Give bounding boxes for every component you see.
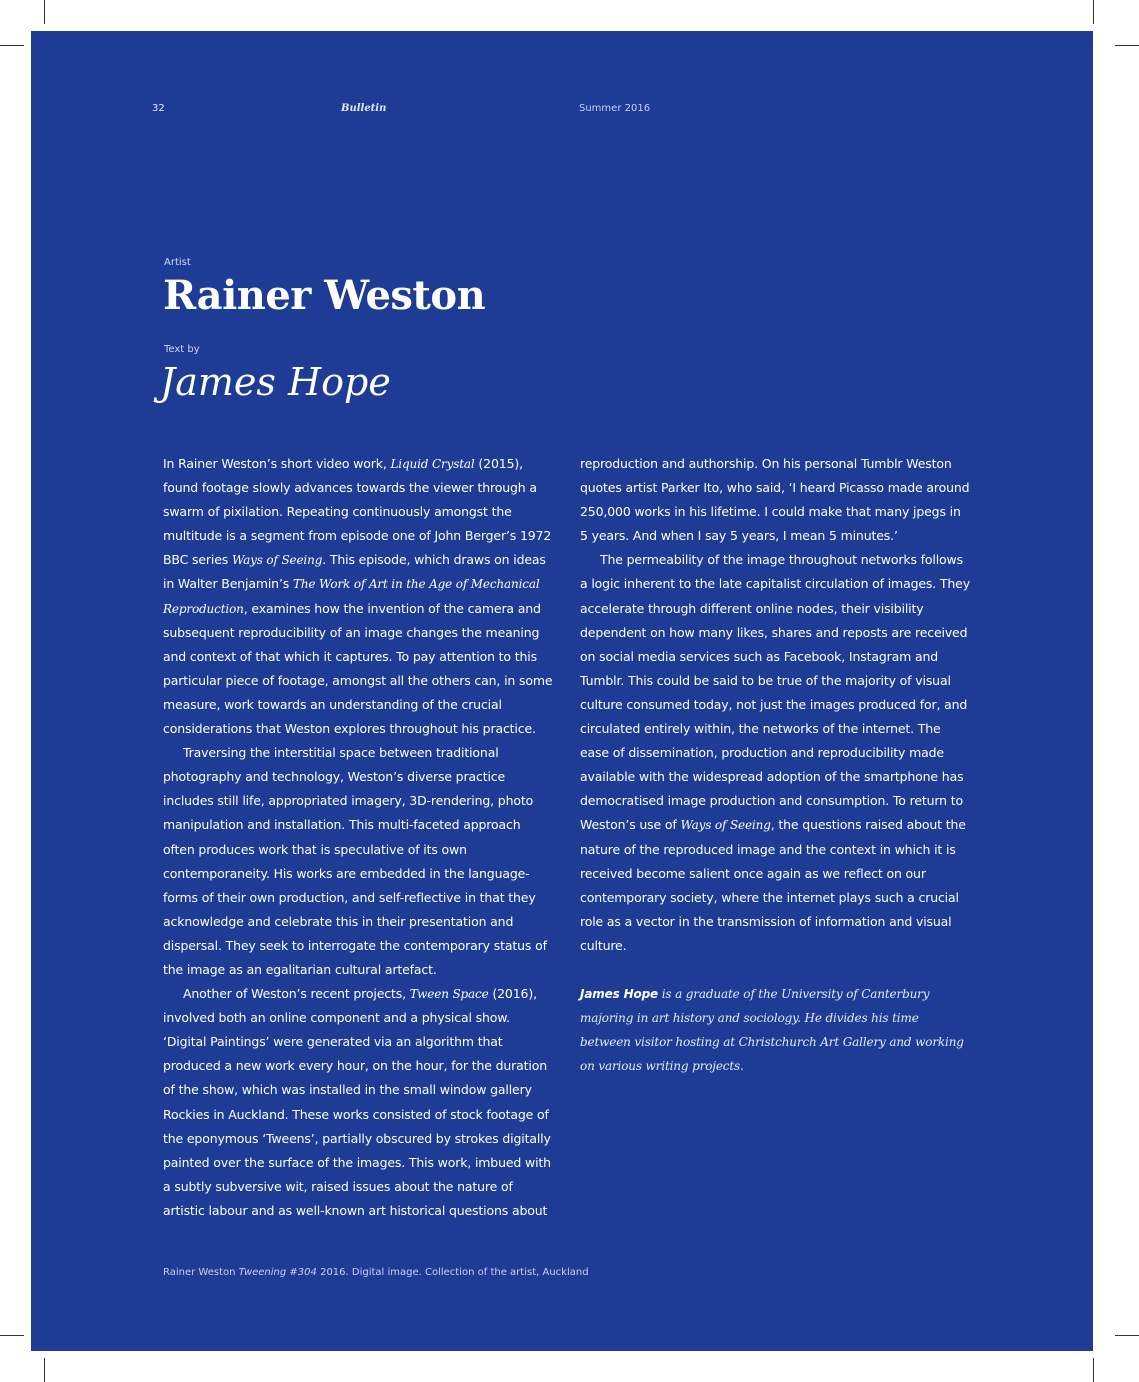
image-caption: Rainer Weston Tweening #304 2016. Digital image. Collection of the artist, Auckland [163,1267,589,1278]
right-column [580,452,972,1078]
body-paragraph: The permeability of the image throughout networks follows a logic inherent to the late capitalist circulation of images. They accelerate through different online nodes, their visibility dependent on how many likes, shares and reposts are received on social media services such as Facebook, Instagram and Tumblr. This could be said to be true of the majority of visual culture consumed today, not just the images produced for, and circulated entirely within, the networks of the internet. The ease of dissemination, production and reproducibility made available with the widespread adoption of the smartphone has democratised image production and consumption. To return to Weston’s use of Ways of Seeing, the questions raised about the nature of the reproduced image and the context in which it is received become salient once again as we reflect on our contemporary society, where the internet plays such a crucial role as a vector in the transmission of information and visual culture. [580,552,970,953]
work-title: The Work of Art in the Age of Mechanical Reproduction [163,577,540,616]
crop-mark [44,0,45,24]
body-paragraph: In Rainer Weston’s short video work, Liquid Crystal (2015), found footage slowly advances towards the viewer through a swarm of pixilation. Repeating continuously amongst the multitude is a segment from episode one of John Berger’s 1972 BBC series Ways of Seeing. This episode, which draws on ideas in Walter Benjamin’s The Work of Art in the Age of Mechanical Reproduction, examines how the invention of the camera and subsequent reproducibility of an image changes the meaning and context of that which it captures. To pay attention to this particular piece of footage, amongst all the others can, in some measure, work towards an understanding of the crucial considerations that Weston explores throughout his practice. [163,456,553,737]
artist-label: Artist [164,257,191,268]
work-title: Ways of Seeing [680,818,771,833]
crop-mark [44,1358,45,1382]
bio-name: James Hope [580,987,659,1002]
issue-date: Summer 2016 [579,103,651,114]
body-paragraph: Another of Weston’s recent projects, Tween Space (2016), involved both an online component and a physical show. ‘Digital Paintings’ were generated via an algorithm that produced a new work every hour, on the hour, for the duration of the show, which was installed in the small window gallery Rockies in Auckland. These works consisted of stock footage of the eponymous ‘Tweens’, partially obscured by strokes digitally painted over the surface of the images. This work, imbued with a subtly subversive wit, raised issues about the nature of artistic labour and as well-known art historical questions about [163,986,551,1218]
work-title: Tween Space [409,987,489,1002]
crop-mark [0,45,24,46]
left-column [163,452,555,1223]
publication-name: Bulletin [341,103,387,114]
author-name: James Hope [160,360,391,404]
crop-mark [1093,1358,1094,1382]
page-number: 32 [152,103,165,114]
work-title: Liquid Crystal [390,457,475,471]
body-paragraph: reproduction and authorship. On his personal Tumblr Weston quotes artist Parker Ito, who said, ‘I heard Picasso made around 250,000 works in his lifetime. I could make that many jpegs in 5 years. And when I say 5 years, I mean 5 minutes.’ [580,456,970,544]
work-title: Ways of Seeing [231,553,323,568]
author-bio: James Hope is a graduate of the University of Canterbury majoring in art history and sociology. He divides his time between visitor hosting at Christchurch Art Gallery and working on various writing projects. [580,987,964,1074]
crop-mark [0,1335,24,1336]
magazine-page [31,31,1093,1351]
crop-mark [1093,0,1094,24]
crop-mark [1115,45,1139,46]
text-by-label: Text by [164,344,200,355]
body-paragraph: Traversing the interstitial space between traditional photography and technology, Weston’s diverse practice includes still life, appropriated imagery, 3D-rendering, photo manipulation and installation. This multi-faceted approach often produces work that is speculative of its own contemporaneity. His works are embedded in the language-forms of their own production, and self-reflective in that they acknowledge and celebrate this in their presentation and dispersal. They seek to interrogate the contemporary status of the image as an egalitarian cultural artefact. [163,745,547,977]
crop-mark [1115,1335,1139,1336]
artist-name: Rainer Weston [163,272,486,319]
caption-title: Tweening #304 [238,1267,317,1278]
